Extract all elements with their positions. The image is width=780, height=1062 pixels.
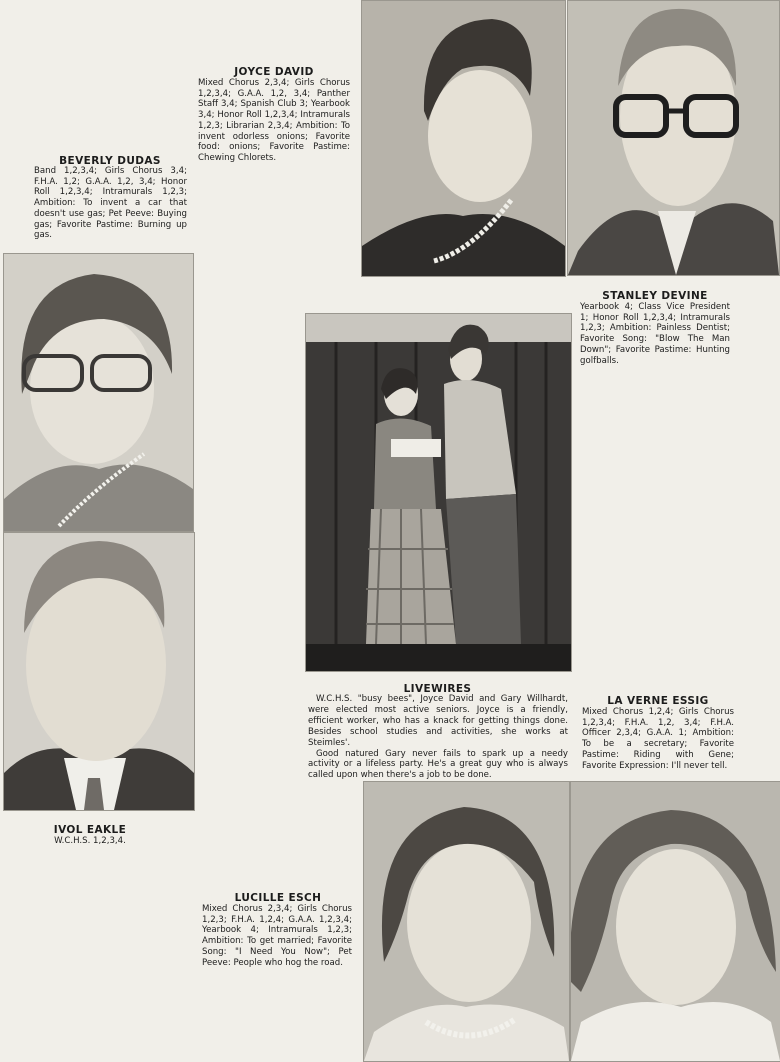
ivol-eakle-bio: W.C.H.S. 1,2,3,4. [54,836,126,846]
la-verne-essig-photo [570,781,780,1062]
beverly-dudas-bio: Band 1,2,3,4; Girls Chorus 3,4; F.H.A. 1,2; G.A.A. 1,2, 3,4; Honor Roll 1,2,3,4; Intramurals 1,2,3; Ambition: To invent a car that doesn't use gas; Pet Peeve: Buying gas; Favorite Pastime: Burning up gas. [34,166,187,241]
beverly-dudas-name: BEVERLY DUDAS [59,155,161,167]
la-verne-essig-name: LA VERNE ESSIG [607,695,709,707]
joyce-david-bio: Mixed Chorus 2,3,4; Girls Chorus 1,2,3,4; G.A.A. 1,2, 3,4; Panther Staff 3,4; Spanish Club 3; Yearbook 3,4; Honor Roll 1,2,3,4; Intramurals 1,2,3; Librarian 2,3,4; Ambition: To invent odorless onions; Favorite food: onions; Favorite Pastime: Chewing Chlorets. [198,78,350,163]
livewires-title: LIVEWIRES [403,683,472,695]
livewires-paragraph-1: W.C.H.S. "busy bees", Joyce David and Gary Willhardt, were elected most active seniors. Joyce is a friendly, efficient worker, who has a knack for getting things done. Besides school studies and activities, she works at Steimles'. [308,694,568,748]
stanley-devine-bio: Yearbook 4; Class Vice President 1; Honor Roll 1,2,3,4; Intramurals 1,2,3; Ambition: Painless Dentist; Favorite Song: "Blow The Man Down"; Favorite Pastime: Hunting golfballs. [580,302,730,366]
joyce-david-photo [361,0,566,277]
livewires-paragraph-2: Good natured Gary never fails to spark up a needy activity or a lifeless party. He's a great guy who is always called upon when there's a job to be done. [308,748,568,781]
beverly-dudas-photo [3,253,194,532]
la-verne-essig-bio: Mixed Chorus 1,2,4; Girls Chorus 1,2,3,4; F.H.A. 1,2, 3,4; F.H.A. Officer 2,3,4; G.A.A. 1; Ambition: To be a secretary; Favorite Pastime: Riding with Gene; Favorite Expression: I'll never tell. [582,707,734,771]
stanley-devine-photo [567,0,780,276]
livewires-caption [308,694,568,781]
lucille-esch-photo [363,781,570,1062]
lucille-esch-bio: Mixed Chorus 2,3,4; Girls Chorus 1,2,3; F.H.A. 1,2,4; G.A.A. 1,2,3,4; Yearbook 4; Intramurals 1,2,3; Ambition: To get married; Favorite Song: "I Need You Now"; Pet Peeve: People who hog the road. [202,904,352,968]
joyce-david-name: JOYCE DAVID [234,66,314,78]
ivol-eakle-name: IVOL EAKLE [53,824,127,836]
stanley-devine-name: STANLEY DEVINE [602,290,708,302]
lucille-esch-name: LUCILLE ESCH [234,892,322,904]
livewires-group-photo [305,313,572,672]
ivol-eakle-photo [3,532,195,811]
